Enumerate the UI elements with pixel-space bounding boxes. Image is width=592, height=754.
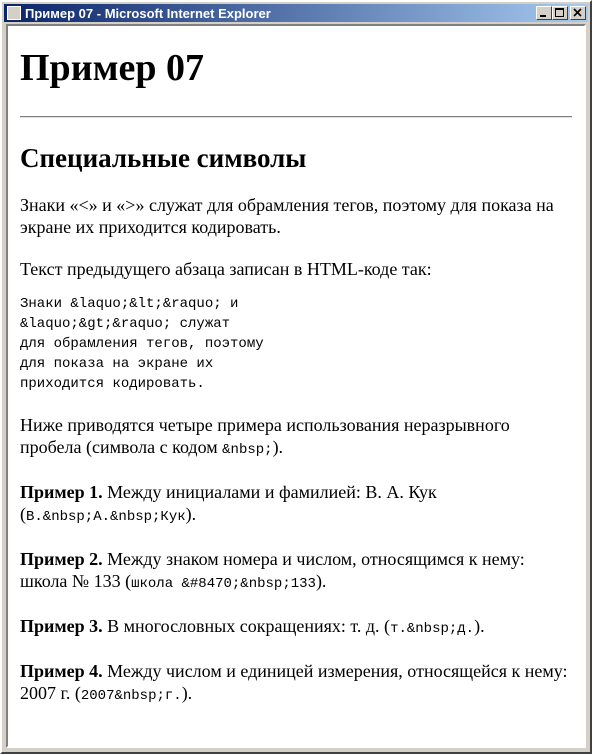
example-end: ).: [315, 571, 327, 591]
internet-explorer-icon: [6, 5, 22, 21]
minimize-icon: [539, 8, 549, 18]
window-title: Пример 07 - Microsoft Internet Explorer: [25, 5, 271, 21]
paragraph-nbsp-end: ).: [272, 437, 284, 457]
example-code: 2007&nbsp;г.: [80, 688, 182, 704]
horizontal-rule: [20, 116, 572, 118]
example-end: ).: [474, 616, 485, 636]
example-label: Пример 2.: [20, 549, 103, 569]
example-code: школа &#8470;&nbsp;133: [131, 576, 316, 592]
window-controls: [536, 6, 586, 20]
title-bar[interactable]: [4, 4, 588, 22]
maximize-button[interactable]: [552, 6, 568, 20]
section-heading: Специальные символы: [20, 143, 307, 173]
example-end: ).: [181, 683, 193, 703]
example-label: Пример 4.: [20, 661, 103, 681]
example-text: Между знаком номера и числом, относящимся к нему: школа № 133 (: [20, 549, 525, 591]
example-text: Между числом и единицей измерения, относящейся к нему: 2007 г. (: [20, 661, 568, 703]
page-title: Пример 07: [20, 47, 204, 89]
inline-code: &nbsp;: [222, 442, 273, 458]
code-block: Знаки &laquo;&lt;&raquo; и &laquo;&gt;&raquo; служат для обрамления тегов, поэтому для показа на экране их приходится кодировать.: [20, 296, 264, 392]
example-code: В.&nbsp;А.&nbsp;Кук: [26, 509, 186, 525]
example-code: т.&nbsp;д.: [390, 621, 475, 637]
paragraph-intro: Знаки «<» и «>» служат для обрамления тегов, поэтому для показа на экране их приходится кодировать.: [20, 195, 554, 237]
minimize-button[interactable]: [536, 6, 552, 20]
example-3: [20, 615, 572, 640]
example-text: Между инициалами и фамилией: В. А. Кук (: [20, 482, 437, 524]
close-button[interactable]: [570, 6, 586, 20]
paragraph-nbsp-text: Ниже приводятся четыре примера использования неразрывного пробела (символа с кодом: [20, 415, 510, 457]
example-4: [20, 660, 572, 707]
example-1: [20, 481, 572, 528]
paragraph-nbsp: [20, 414, 572, 461]
example-label: Пример 1.: [20, 482, 103, 502]
example-label: Пример 3.: [20, 616, 103, 636]
close-icon: [573, 8, 583, 18]
paragraph-code-intro: Текст предыдущего абзаца записан в HTML-коде так:: [20, 259, 432, 279]
example-text: В многословных сокращениях: т. д. (: [102, 616, 391, 636]
example-2: [20, 548, 572, 595]
example-end: ).: [185, 504, 197, 524]
maximize-icon: [555, 8, 565, 18]
page-content[interactable]: [6, 24, 586, 748]
